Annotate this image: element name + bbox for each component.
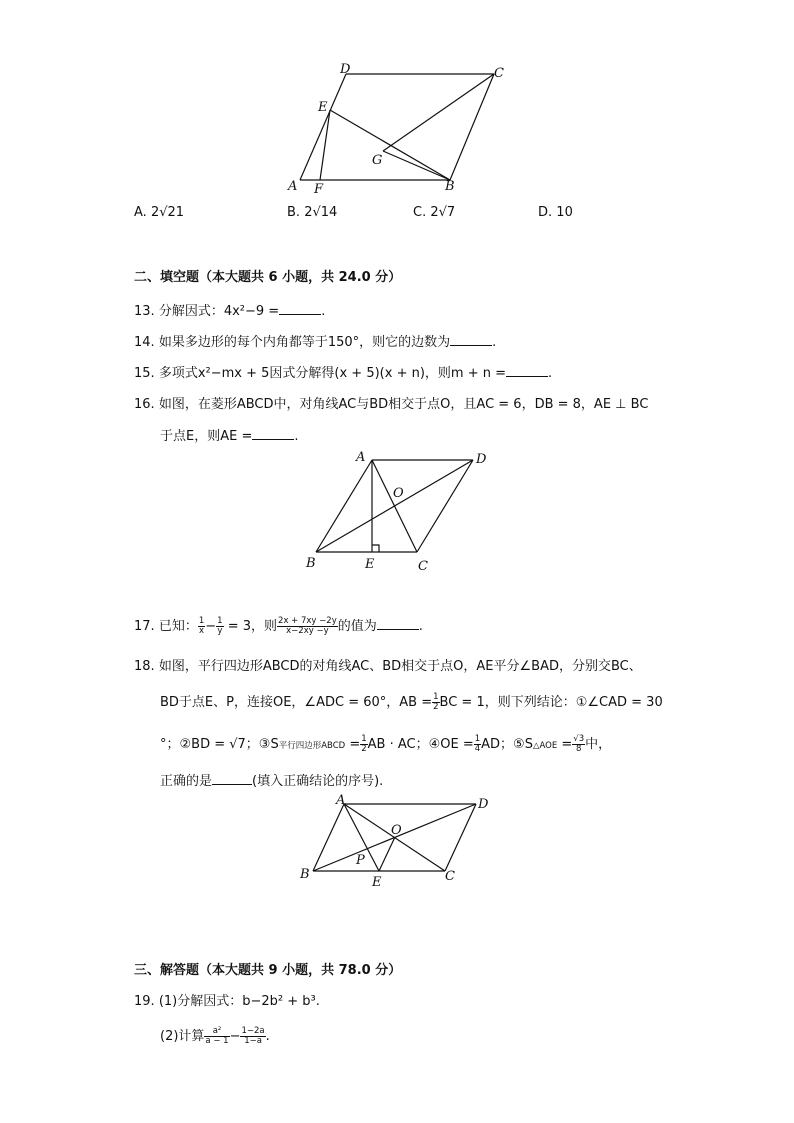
label-g: G — [372, 153, 383, 168]
label-o: O — [391, 823, 402, 838]
label-e: E — [365, 557, 375, 572]
figure-parallelogram-efg — [280, 58, 520, 203]
question-13: 13. 分解因式：4x²−9 = . — [134, 304, 326, 319]
label-a: A — [288, 179, 298, 194]
label-d: D — [476, 452, 487, 467]
question-14: 14. 如果多边形的每个内角都等于150°，则它的边数为 . — [134, 335, 497, 350]
label-b: B — [445, 179, 455, 194]
label-c: C — [445, 869, 455, 884]
label-f: F — [314, 182, 324, 197]
section-title-fill-blank: 二、填空题（本大题共 6 小题，共 24.0 分） — [134, 270, 402, 285]
figure-parallelogram-ope — [295, 790, 505, 890]
label-a: A — [336, 793, 346, 808]
question-19-part1: 19. (1)分解因式：b−2b² + b³. — [134, 994, 320, 1009]
label-b: B — [306, 556, 316, 571]
question-19-part2: (2)计算 $\frac{\text{a²}}{a - 1}$ − $\frac{1-2a}{1-a}$ . — [160, 1026, 270, 1046]
question-16-line1: 16. 如图，在菱形ABCD中，对角线AC与BD相交于点O，且AC = 6，DB = 8，AE ⊥ BC — [134, 397, 649, 412]
answer-blank[interactable] — [506, 364, 548, 377]
section-title-answer: 三、解答题（本大题共 9 小题，共 78.0 分） — [134, 963, 402, 978]
figure-rhombus — [300, 446, 500, 576]
label-d: D — [340, 62, 351, 77]
answer-blank[interactable] — [279, 302, 321, 315]
label-p: P — [356, 853, 365, 868]
option-d: D. 10 — [538, 205, 573, 220]
question-18-line2: BD于点E、P，连接OE，∠ADC = 60°，AB = $\frac{1}{2}$ BC = 1，则下列结论：①∠CAD = 30 — [160, 692, 663, 712]
label-a: A — [356, 450, 366, 465]
label-o: O — [393, 486, 404, 501]
question-18-line3: °；②BD = √7；③S平行四边形ABCD = $\frac{1}{2}$ AB · AC；④OE = $\frac{1}{4}$ AD；⑤S△AOE = $\frac{√3}{8}$ 中， — [160, 734, 612, 754]
option-a: A. 2√21 — [134, 205, 185, 220]
label-c: C — [494, 66, 504, 81]
label-b: B — [300, 867, 310, 882]
label-d: D — [478, 797, 489, 812]
question-18-line1: 18. 如图，平行四边形ABCD的对角线AC、BD相交于点O，AE平分∠BAD，分别交BC、 — [134, 659, 642, 674]
answer-blank[interactable] — [450, 333, 492, 346]
answer-blank[interactable] — [377, 617, 419, 630]
label-c: C — [418, 559, 428, 574]
label-e: E — [318, 100, 328, 115]
question-18-line4: 正确的是 (填入正确结论的序号). — [160, 774, 384, 789]
answer-blank[interactable] — [212, 772, 252, 785]
question-17: 17. 已知： $\frac{1}{x}$ − $\frac{1}{y}$ = 3，则 $\frac{2x + 7xy -2y}{x-2xy -y}$ 的值为 . — [134, 616, 423, 636]
answer-blank[interactable] — [252, 427, 294, 440]
option-c: C. 2√7 — [413, 205, 456, 220]
question-15: 15. 多项式x²−mx + 5因式分解得(x + 5)(x + n)，则m + n = . — [134, 366, 553, 381]
label-e: E — [372, 875, 382, 890]
question-16-line2: 于点E，则AE = . — [160, 429, 299, 444]
option-b: B. 2√14 — [287, 205, 338, 220]
